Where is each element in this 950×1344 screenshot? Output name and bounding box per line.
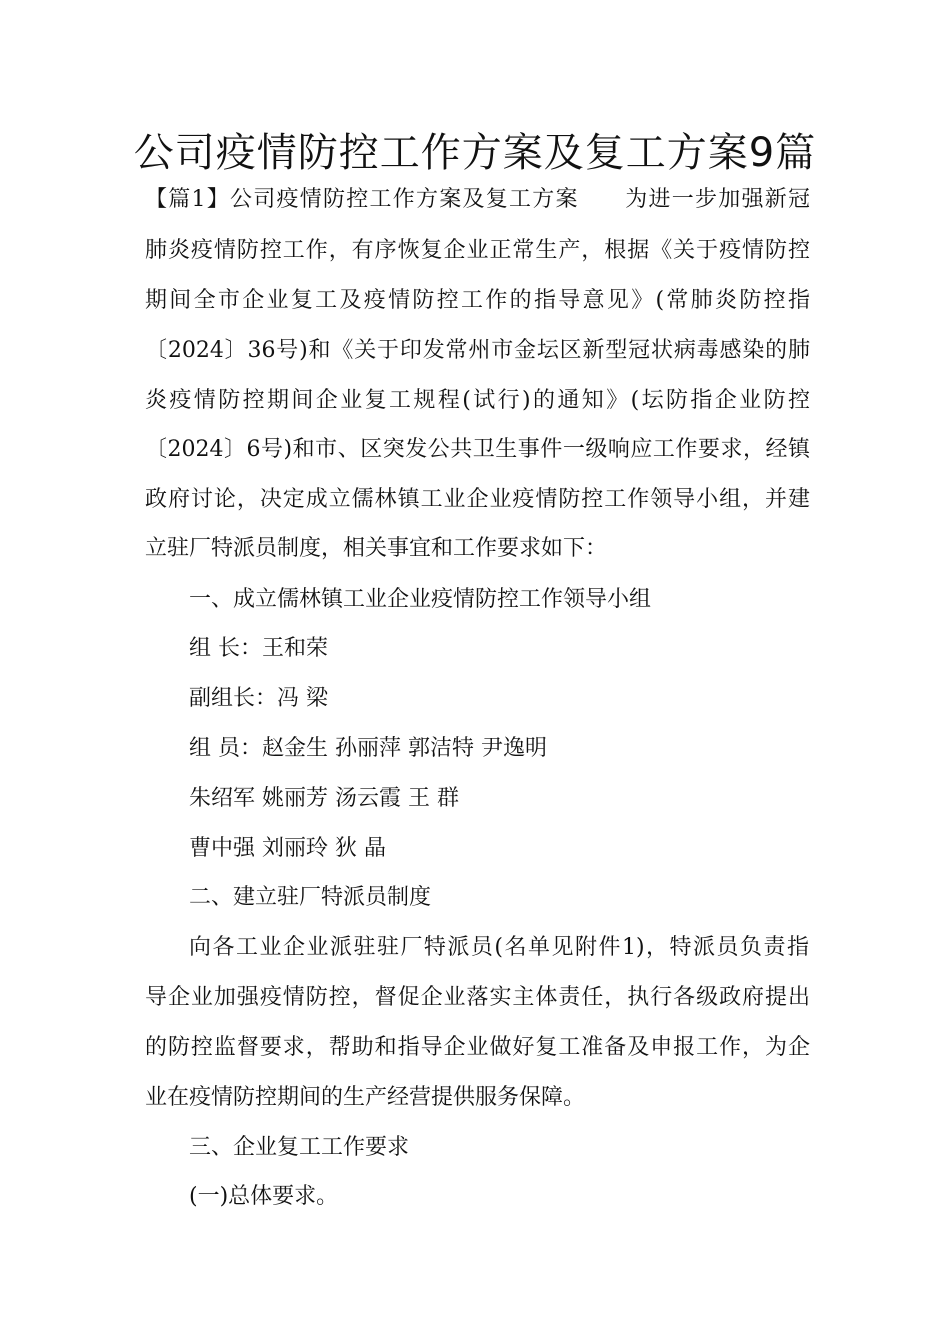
paragraph-line: 〔2024〕6号)和市、区突发公共卫生事件一级响应工作要求，经镇 — [145, 437, 810, 462]
section-heading-2: 二、建立驻厂特派员制度 — [189, 885, 432, 910]
document-title: 公司疫情防控工作方案及复工方案9篇 — [133, 130, 817, 176]
paragraph-line: 向各工业企业派驻驻厂特派员(名单见附件1)，特派员负责指 — [189, 935, 809, 960]
paragraph-line: 【篇1】公司疫情防控工作方案及复工方案 为进一步加强新冠 — [145, 187, 810, 212]
member-line: 副组长：冯 梁 — [189, 686, 328, 711]
member-line: 组 长：王和荣 — [189, 636, 328, 661]
paragraph-line: 〔2024〕36号)和《关于印发常州市金坛区新型冠状病毒感染的肺 — [145, 338, 810, 363]
paragraph-line: 炎疫情防控期间企业复工规程(试行)的通知》(坛防指企业防控 — [145, 388, 810, 413]
paragraph-line: 期间全市企业复工及疫情防控工作的指导意见》(常肺炎防控指 — [145, 288, 810, 313]
section-heading-3: 三、企业复工工作要求 — [189, 1135, 410, 1160]
paragraph-line: 业在疫情防控期间的生产经营提供服务保障。 — [145, 1085, 586, 1110]
member-line: 朱绍军 姚丽芳 汤云霞 王 群 — [189, 786, 459, 811]
paragraph-line: 肺炎疫情防控工作，有序恢复企业正常生产，根据《关于疫情防控 — [145, 238, 810, 263]
member-line: 曹中强 刘丽玲 狄 晶 — [189, 836, 386, 861]
section-heading-1: 一、成立儒林镇工业企业疫情防控工作领导小组 — [189, 587, 652, 612]
member-line: 组 员：赵金生 孙丽萍 郭洁特 尹逸明 — [189, 736, 547, 761]
paragraph-line: 政府讨论，决定成立儒林镇工业企业疫情防控工作领导小组，并建 — [145, 487, 810, 512]
subsection-heading: (一)总体要求。 — [189, 1184, 339, 1209]
paragraph-line: 的防控监督要求，帮助和指导企业做好复工准备及申报工作，为企 — [145, 1035, 810, 1060]
paragraph-line: 导企业加强疫情防控，督促企业落实主体责任，执行各级政府提出 — [145, 985, 810, 1010]
paragraph-line: 立驻厂特派员制度，相关事宜和工作要求如下： — [145, 536, 608, 561]
